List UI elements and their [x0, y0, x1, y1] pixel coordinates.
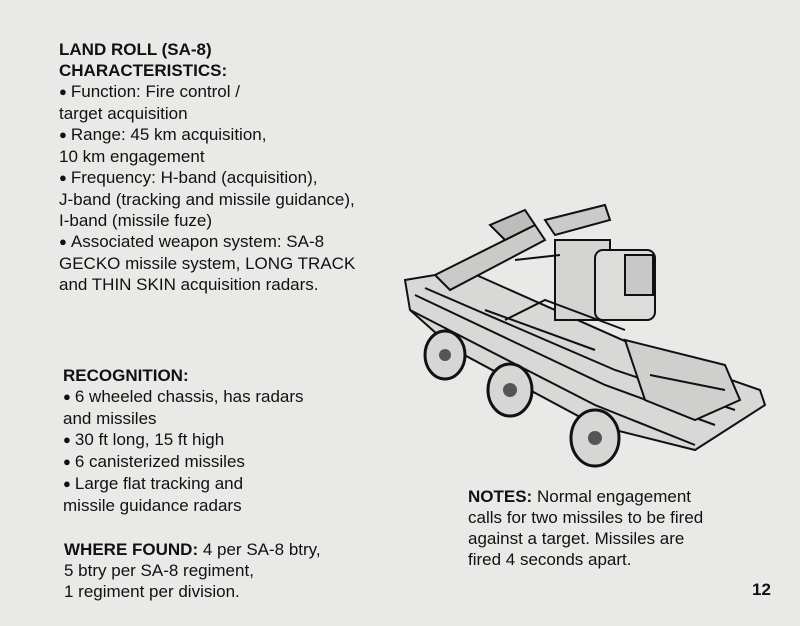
- notes-label: NOTES:: [468, 487, 533, 506]
- characteristic-line: ● Range: 45 km acquisition,: [59, 124, 355, 146]
- where-found-line: 5 btry per SA-8 regiment,: [64, 561, 254, 580]
- where-found-line: 4 per SA-8 btry,: [202, 540, 321, 559]
- notes-line: calls for two missiles to be fired: [468, 508, 704, 527]
- notes-line: fired 4 seconds apart.: [468, 550, 632, 569]
- characteristic-line: 10 km engagement: [59, 147, 205, 166]
- recognition-line: ● 30 ft long, 15 ft high: [63, 429, 304, 451]
- notes-line: Normal engagement: [536, 487, 691, 506]
- recognition-heading: RECOGNITION:: [63, 366, 189, 385]
- recognition-line: ● 6 wheeled chassis, has radars: [63, 386, 304, 408]
- characteristic-line: I-band (missile fuze): [59, 211, 213, 230]
- where-found-line: 1 regiment per division.: [64, 582, 240, 601]
- recognition-line: ● 6 canisterized missiles: [63, 451, 304, 473]
- where-found-section: [64, 539, 321, 602]
- recognition-line: missile guidance radars: [63, 496, 242, 515]
- characteristic-line: ● Frequency: H-band (acquisition),: [59, 167, 355, 189]
- notes-line: against a target. Missiles are: [468, 529, 685, 548]
- characteristic-line: GECKO missile system, LONG TRACK: [59, 254, 356, 273]
- page-number: 12: [752, 580, 771, 599]
- where-found-label: WHERE FOUND:: [64, 540, 199, 559]
- characteristic-line: target acquisition: [59, 104, 188, 123]
- recognition-section: [63, 365, 304, 516]
- sa8-vehicle-illustration: [395, 200, 775, 475]
- characteristics-heading: CHARACTERISTICS:: [59, 61, 228, 80]
- characteristic-line: and THIN SKIN acquisition radars.: [59, 275, 319, 294]
- notes-section: [468, 486, 703, 570]
- characteristic-line: J-band (tracking and missile guidance),: [59, 190, 355, 209]
- characteristics-section: [59, 39, 355, 295]
- characteristic-line: ● Function: Fire control /: [59, 81, 355, 103]
- characteristic-line: ● Associated weapon system: SA-8: [59, 231, 355, 253]
- recognition-line: ● Large flat tracking and: [63, 473, 304, 495]
- recognition-line: and missiles: [63, 409, 157, 428]
- system-title: LAND ROLL (SA-8): [59, 40, 212, 59]
